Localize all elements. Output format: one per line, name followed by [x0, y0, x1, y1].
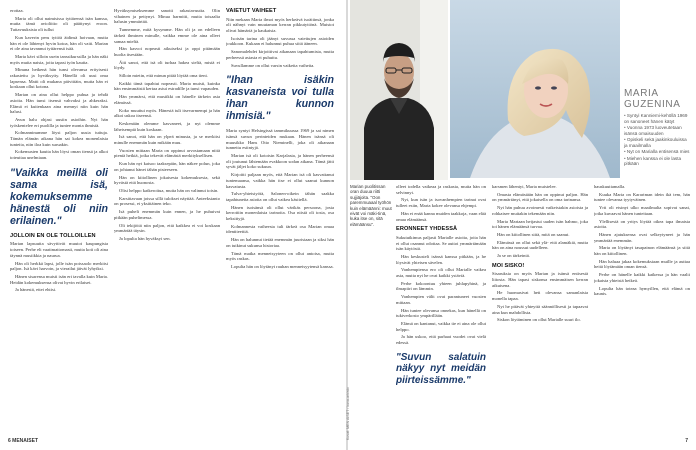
paragraph: Tulva-yhteistyötä, Salonen-oikein tähän saakka tapahtuneita asioita on ollut vaikea käsitellä.: [226, 191, 334, 202]
paragraph: Elämässä on ollut sekä ylä- että alamäkiä, mutta hän on aina noussut uudelleen.: [492, 239, 588, 251]
paragraph: Isä sanoi, että hän on ylpeä minusta, ja se merkitsi minulle enemmän kuin mikään muu.: [114, 134, 220, 146]
fact-item: • Vuonna 1973 luoveutetaan isänsä omaisuuden: [624, 125, 690, 137]
paragraph: Ja lopulta hän hyväksyi sen.: [119, 235, 171, 241]
photo-credit: Kuvat: MEN AISET / kuva-arkisto: [346, 387, 350, 440]
paragraph: Hyväksymiseksemme sanotti rakastavuutta. Olin vihainen ja pettynyt. Minua harmitti, mutta toisaalta halusin ymmärtää.: [114, 8, 220, 25]
paragraph: Keskenään olemme kasvaneet, ja nyt olemme läheisempiä kuin koskaan.: [114, 120, 220, 132]
paragraph: Perhe kokoontuu yhteen juhlapyhinä, ja ilmapiiri on lämmin.: [396, 280, 486, 292]
photo-maria-portrait: [450, 0, 620, 178]
paragraph: He huomasivat heti olevansa samanlaisia monella tapaa.: [492, 290, 588, 302]
paragraph: Koko muuttui myös. Hänestä tuli itsevarmempi ja hän alkoi uskoa itseensä.: [114, 107, 220, 119]
subheading: MOI SISKO!: [492, 262, 525, 269]
paragraph: Äiti sanoi, että isä oli turhaa hakea sieltä, mistä ei löydy.: [114, 59, 220, 71]
paragraph: Silloin mietin, että minun pitää löytää oma tieni.: [119, 73, 208, 79]
fact-item: • Opiskeli sekä jaakinkouluissa ja maailmalla: [624, 137, 690, 149]
subheading: JOLLOIN EN OLE TOLLOILLEN: [10, 232, 96, 239]
paragraph: Sanomalehdet kirjoittivat aikanaan tapahtumista, mutta perheessä asiasta ei puhuttu.: [226, 49, 334, 60]
paragraph: Marian isä oli kotoisin Karjalasta, ja hänen perheensä oli joutunut lähtemään evakkoon sodan aikana. Tämä jätti syvät jäljet koko sukuun.: [226, 153, 334, 170]
paragraph: Hän oli herkkä lapsi, jolle isän poissaolo merkitsi paljon. Isä kävi harvoin, ja vierailut jäivät lyhyiksi.: [10, 260, 108, 272]
paragraph: Kaikki tämä tapahtui nopeasti. Maria muisti, kuinka hän ensimmäistä kertaa astui estradille ja tunsi vapauden.: [114, 80, 220, 92]
page-number-right: 7: [685, 438, 688, 444]
paragraph: Maria oli ollut naimisissa tyttärensä isän kanssa, mutta tämä avioliitto oli päättynyt eroon. Tuttavuuksista oli tullut: [10, 15, 108, 33]
man-portrait-illustration: [350, 0, 448, 180]
paragraph: Hän on kiitollinen siitä, mitä on saanut.: [497, 231, 570, 237]
paragraph: Sisaruksia on myös Marian ja isänsä entisestä liitosta. Hän tapasi siskonsa ensimmäisen kerran aikuisena.: [492, 271, 588, 288]
left-page: [0, 0, 346, 450]
paragraph: Vuosien mittaan Maria on oppinut arvostamaan niitä pieniä hetkiä, jotka tekevät elämästä merkityksellisen.: [114, 147, 220, 159]
paragraph: Maria Mariaan heijastui uuden isän hahmo, joka toi hänen elämäänsä turvaa.: [492, 218, 588, 230]
paragraph: Hän ymmärsi, että musiikki on hänelle tärkein asia elämässä.: [114, 94, 220, 105]
paragraph: Hänen sisarensa muisti isän eri tavalla kuin Maria. Heidän kokemuksensa olivat hyvin erilaiset.: [10, 273, 108, 285]
paragraph: Ja hän uskoo, että parhaat vuodet ovat vielä edessä.: [396, 334, 486, 346]
paragraph: Hän ei enää kanna muiden taakkoja, vaan elää omaa elämäänsä.: [396, 210, 486, 222]
paragraph: Suvullamme on ollut varsin vaikeita vaiheita.: [231, 62, 315, 68]
paragraph: Hän keskusteli isänsä kanssa pitkään, ja he löysivät yhteisen sävelen.: [396, 253, 486, 265]
paragraph: Kolmanninumme löysi paljon uusia tuttuja. Tämän elämän aikana hän sai kokea monenlaisia tunteita, niin iloa kuin suruakin.: [10, 130, 108, 147]
pull-quote: "Vaikka meillä oli sama isä, kokemuksemme hänestä oli niin erilainen.": [10, 166, 108, 227]
paragraph: Isoisän tarina oli jäänyt suvussa vaiettujen asioiden joukkoon. Kukaan ei halunnut puhua siitä ääneen.: [226, 35, 334, 47]
paragraph: Olisi helppo katkeroitua, mutta hän on valinnut toisin.: [119, 187, 219, 193]
paragraph: Hän on kiitollinen jokaisesta kokemuksesta, sekä hyvästä että huonosta.: [114, 174, 220, 186]
paragraph: Tämä matka menneisyyteen on ollut antoisa, mutta myös raskas.: [226, 250, 334, 262]
pull-quote: "Ihan isäkin kasvaneista voi tulla ihan kunnon ihmisiä.": [226, 74, 334, 123]
paragraph: Sukututkimus paljasti Marialle asioita, joita hän ei ollut osannut odottaa. Se auttoi ymmärtämään isän käytöstä.: [396, 234, 486, 252]
paragraph: Kirjoitti paljaan myös, että Marian isä oli kasvattanut tuntemaansa, vaikka hän itse ei ollut saanut kunnon kasvatusta.: [226, 172, 334, 189]
paragraph: Maria kävi silloin usein tanssikurssilla ja hän näki myös muita naisia, joita tapasi työn kautta.: [10, 53, 108, 65]
paragraph: Kun kaverin peru tyttöä äidinsä hoivaan, mutta hän ei ole lähtenyt hyvin kotoa, hän oli vaiti. Marian ei ole aina tavannut tyttärensä isää.: [10, 34, 108, 52]
fact-list: [624, 113, 690, 167]
paragraph: karsmen lähentyi, Maria muistelee.: [492, 184, 557, 189]
paragraph: Hänen isoisänsä oli ollut värikäs persoona, josta kerrottiin monenlaisia tarinoita. Osa niistä oli tosia, osa keksittyjä.: [226, 204, 334, 222]
paragraph: olleet todella vaikeaa ja raskasta, mutta hän on selvinnyt.: [396, 184, 486, 195]
paragraph: Lopulta hän toteaa hymyillen, että elämä on kaunis.: [594, 285, 690, 297]
maria-portrait-illustration: [450, 0, 620, 178]
paragraph: Ja se on tärkeintä.: [497, 253, 530, 259]
paragraph: Omasta elämästään hän on oppinut paljon. Hän on ymmärtänyt, että jokaisella on oma tarinansa.: [492, 191, 588, 203]
paragraph: Vanhempien välit ovat parantuneet vuosien mittaan.: [396, 294, 486, 305]
right-column-2: [492, 184, 588, 442]
paragraph: Yrti oli etsinyt ulko maailmalta sopivat sanat, jotka kuvaavat hänen tunteitaan.: [594, 205, 690, 216]
paragraph: Hänen ajatuksensa ovat selkeytyneet ja hän ymmärtää enemmän.: [594, 231, 690, 243]
paragraph: Minuna hetkenä hän tunsi olevansa erityisesti rakastettu ja hyväksytty. Hänellä oli uusi oma lapsensa. Matti oli mukana päivittäin, mutta hän ei koskaan ollut kotona.: [10, 67, 108, 90]
paragraph: Kolmannesta vaiheesta tuli tärkeä osa Marian omaa identiteettiä.: [226, 223, 334, 235]
subheading: VAIEТUT VAIHEET: [226, 8, 277, 14]
side-caption: [624, 88, 690, 168]
paragraph: Ja hänestä, ettei ehtisi.: [15, 287, 57, 293]
paragraph: Nyt he pitävät yhteyttä säännöllisesti ja tapaavat aina kun mahdollista.: [492, 303, 588, 315]
fact-item: • Nyt on Marialla entisensä mies: [624, 149, 690, 155]
paragraph: Maria syntyi Helsingissä tammikuussa 1969 ja sai nimen isänsä suvun perinteiden mukaan. Hänen isänsä oli muusikko Hans Otto Nieminelli, joka oli aikanaan tunnettu esiintyjä.: [226, 128, 334, 151]
paragraph: Marian lapsuutta sävyttivät muutot kaupungista toiseen. Perhe eli vaatimattomasti, mutta koti oli aina täynnä musiikkia ja naurua.: [10, 241, 108, 258]
paragraph: Isä puheli enemmän kuin ennen, ja he puhuivat pitkään puhelimessa.: [114, 209, 220, 220]
paragraph: hauskuuttamalla.: [594, 184, 626, 189]
paragraph: Marian on aina ollut helppo puhua ja tehdä asioita. Hän tunsi itsensä vahvaksi ja ahkeraksi. Elämä ei kuitenkaan aina mennyt niin kuin hän halusi.: [10, 92, 108, 115]
paragraph: Niin mekaan Maria ilmoi myös herkeävä isoäitinsä, jonka oli nähnyt vain muutaman kerran pikkutyttönä. Muistot olivat hämäriä ja kaukaisia.: [226, 16, 334, 33]
paragraph: Hän haluaa jakaa kokemuksiaan muille ja auttaa heitä löytämään oman tiensä.: [594, 258, 690, 270]
paragraph: Elämä on kantanut, vaikka tie ei aina ole ollut helppo.: [396, 320, 486, 332]
left-column-2: [114, 8, 220, 438]
paragraph: Oli tekijöitä niin paljon, että kaikkea ei voi koskaan ymmärtää täysin.: [114, 222, 220, 234]
paragraph: Perhe on hänelle kaikki kaikessa ja hän vaalii jokaista yhteistä hetkeä.: [594, 272, 690, 283]
paragraph: erottaa.: [10, 8, 24, 13]
paragraph: Hän tuntee olevansa onnekas, kun hänellä on tukiverkosto ympärillään.: [396, 307, 486, 319]
paragraph: Karsittavaan joissa sillä tulokset näyttää. Anteeksianto on prosessi, ei yksittäinen teko.: [114, 195, 220, 207]
paragraph: Ylellisestä on yritys löytää oikea tapa ilmaista asioita.: [594, 218, 690, 230]
paragraph: Avun halu ohjasi uusiin asioihin. Nyt hän työskentelee eri puolilla ja tuntee monta ihmistä.: [10, 116, 108, 128]
fact-item: • Syntyi Kanniemi-kehöllä 1969 on sanoneet hänen kätyt: [624, 113, 690, 125]
pull-quote: "Suvun salatuin näkyy nyt meidän piirteissämme.": [396, 351, 486, 386]
right-column-3: [594, 184, 690, 442]
right-column-1: [396, 184, 486, 442]
paragraph: Siskon löytäminen on ollut Marialle suuri ilo.: [497, 317, 581, 323]
right-page: [348, 0, 696, 450]
paragraph: Kun hän nyt katsoo taaksepäin, hän näkee polun, joka on johtanut hänet tähän pisteeseen.: [114, 161, 220, 172]
paragraph: Hän on halunnut tietää enemmän juuristaan ja siksi hän on tutkinut sukunsa historiaa.: [226, 237, 334, 248]
fact-item: • Miehen kanssa ei ole lasta pitkään: [624, 156, 690, 168]
paragraph: Lopulta hän on löytänyt rauhan menneisyytensä kanssa.: [231, 263, 334, 269]
photo-man-portrait: [350, 0, 448, 180]
subheading: ERONNEET YHDESSÄ: [396, 226, 458, 233]
left-column-3: [226, 8, 334, 438]
photo-caption: Marian puolitissan oran duuua riitti sujjiäjoita. "Oon paremmuaaal työhön kuin elämäänni: muut eivät voi mäki-tinä, kuka itse on, sitä elämäänsu".: [350, 184, 392, 227]
paragraph: Nyt hän puhuu avoimesti vaikeistakin asioista ja rohkaisee muitakin tekemään niin.: [492, 205, 588, 216]
left-column-1: [10, 8, 108, 438]
paragraph: Kokemusten kautta hän löysi oman tiensä ja alkoi toteuttaa unelmiaan.: [10, 149, 108, 161]
page-number-left: 6 MENAISET: [8, 438, 39, 444]
paragraph: Hän kasvoi nopeasti aikuiseksi ja oppi pitämään huolta itsestään.: [114, 46, 220, 57]
paragraph: Nyt, kun isän ja isovanhempien tarinat ovat tulleet esiin, Maria kokee olevansa ehjempi.: [396, 197, 486, 209]
paragraph: Maria on löytänyt tasapainon elämäänsä ja siitä hän on kiitollinen.: [594, 245, 690, 257]
paragraph: Kuuka Maria on Karariman idein ikä tem, hän tuntee olevansa tyytyväinen.: [594, 191, 690, 203]
person-name: MARIA GUZENINA: [624, 88, 681, 110]
paragraph: Vanhempiensa ero oli ollut Marialle vaikea asia, mutta nyt he ovat kaikki ystäviä.: [396, 267, 486, 279]
paragraph: Tunnemme, mitä kysymme. Hän oli ja on edelleen tärkeä ihminen minulle, vaikka emme ole aina olleet samaa mieltä.: [114, 27, 220, 44]
